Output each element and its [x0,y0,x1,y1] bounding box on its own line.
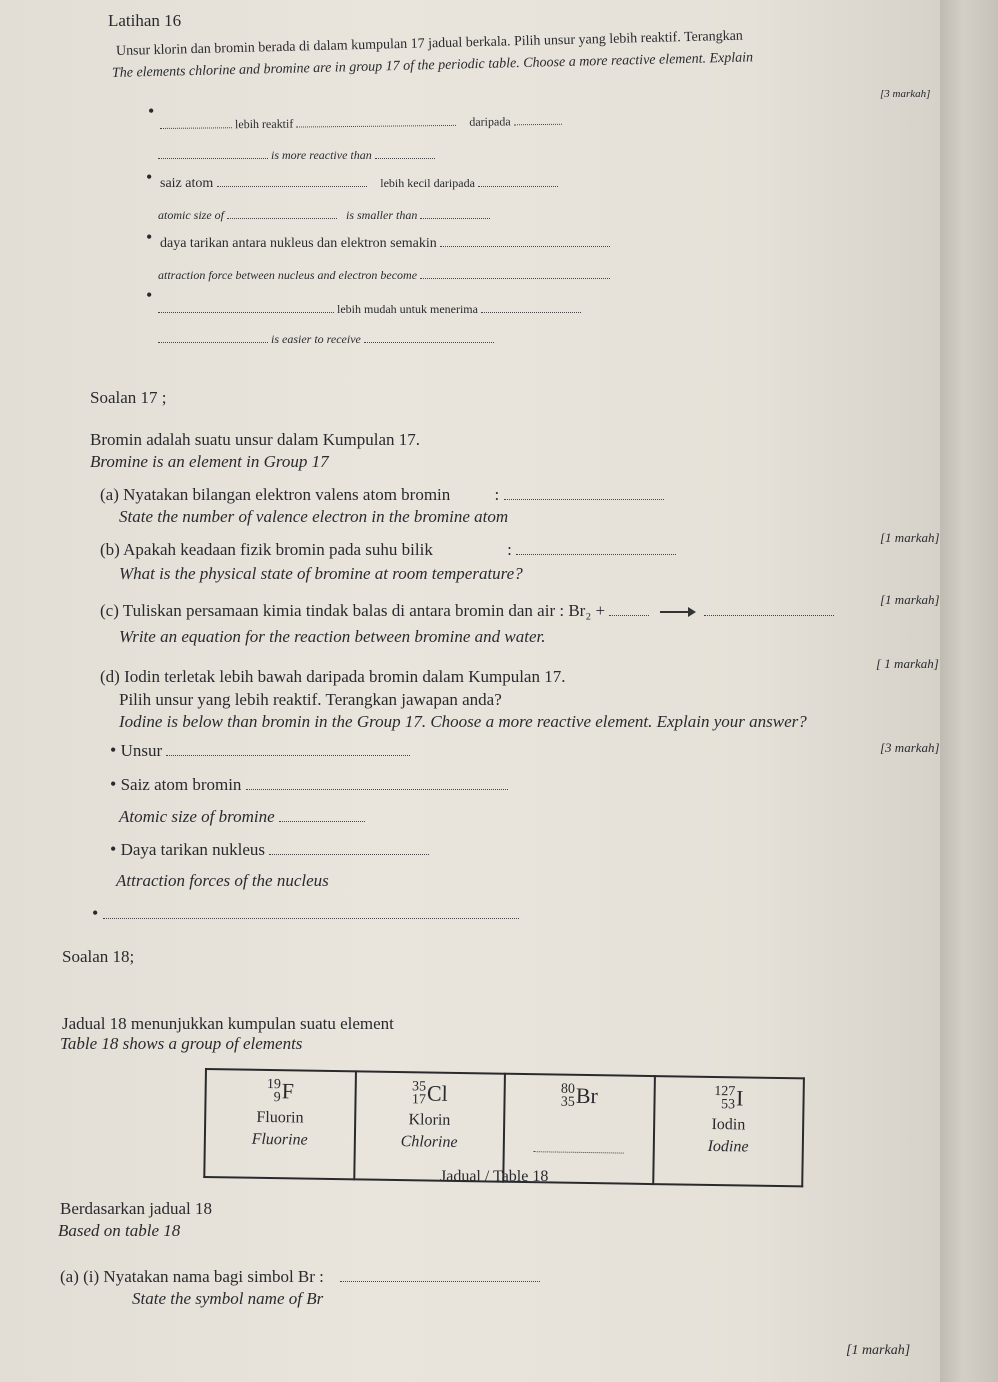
q17d-extra-line[interactable] [103,906,519,919]
q17d-en: Iodine is below than bromin in the Group 17. Choose a more reactive element. Explain your answer? [119,712,807,731]
bullet: • [146,285,153,305]
q18-based-bm: Berdasarkan jadual 18 [60,1199,212,1218]
q18a-marks: [1 markah] [846,1343,911,1358]
q17d-bm2: Pilih unsur yang lebih reaktif. Terangkan jawapan anda? [119,690,502,709]
q16-intro-bm: Unsur klorin dan bromin berada di dalam kumpulan 17 jadual berkala. Pilih unsur yang lebih reaktif. Terangkan [115,28,744,59]
element-name-en: Chlorine [400,1132,458,1151]
q17d-marks: [3 markah] [880,740,940,755]
q18a-answer-line[interactable] [340,1269,540,1282]
nuclide-symbol: 127 53 I [714,1084,744,1113]
q17c-reactant-line[interactable] [609,603,649,616]
q16-b1-bm-b: daripada [469,114,511,129]
q17d-bullet-element: • Unsur [110,741,410,761]
table-caption: Jadual / Table 18 [440,1168,549,1185]
q17c-question: (c) Tuliskan persamaan kimia tindak balas di antara bromin dan air : Br₂ + [100,601,606,620]
q16-b1-en: is more reactive than [271,148,372,162]
q18a-bm [60,1268,540,1287]
exercise-title: Latihan 16 [108,11,182,30]
q16-b2-en-b: is smaller than [346,208,418,222]
bullet: • [146,227,153,247]
q17-intro-en: Bromine is an element in Group 17 [90,452,329,471]
q16-b3-en: attraction force between nucleus and electron become [158,268,418,282]
element-name-bm: Fluorin [256,1108,304,1127]
q16-marks: [3 markah] [880,88,931,100]
q17d-bullet-size: • Saiz atom bromin [110,775,508,795]
element-cell-fluorine [204,1069,355,1179]
q17b-question: (b) Apakah keadaan fizik bromin pada suhu bilik [100,540,433,559]
q16-b3-bm: daya tarikan antara nukleus dan elektron semakin [160,236,437,251]
q18a-en: State the symbol name of Br [132,1289,324,1308]
page-edge [940,0,998,1382]
q17d-size-en [119,808,365,827]
nuclide-symbol: 35 17 Cl [411,1079,448,1108]
q18-intro-en: Table 18 shows a group of elements [60,1034,303,1053]
q16-bullet4-en [158,330,494,346]
q18-heading: Soalan 18; [62,947,135,966]
q16-intro-en: The elements chlorine and bromine are in group 17 of the periodic table. Choose a more reactive element. Explain [111,50,754,81]
q16-b2-bm-b: lebih kecil daripada [380,176,475,190]
q17d-size-line[interactable] [246,777,508,790]
q18-based-en: Based on table 18 [58,1221,181,1240]
element-cell-chlorine [354,1071,505,1181]
q17a-en: State the number of valence electron in the bromine atom [119,507,509,526]
q16-b2-en-a: atomic size of [158,208,224,222]
bullet: • [148,101,155,121]
nuclide-symbol: 80 35 Br [560,1081,599,1111]
q17d-attraction-label: Daya tarikan nukleus [120,840,266,859]
q16-bullet3-en [158,266,610,282]
q16-b4-en: is easier to receive [271,332,361,346]
q17b-answer-line[interactable] [516,542,676,555]
q16-bullet3-bm [160,234,610,251]
q17-intro-bm: Bromin adalah suatu unsur dalam Kumpulan 17. [90,430,421,449]
q17b-en: What is the physical state of bromine at room temperature? [119,564,523,583]
q17a-bm: (a) Nyatakan bilangan elektron valens atom bromin : [100,486,664,505]
q17d-size-en-line[interactable] [279,809,365,822]
q16-b2-bm-a: saiz atom [160,176,214,191]
q18a-question: (a) (i) Nyatakan nama bagi simbol Br : [60,1267,324,1286]
q16-bullet2-en [158,206,490,222]
q16-bullet1-en [158,146,435,162]
element-name-en: Fluorine [251,1130,308,1149]
reaction-arrow-icon [660,611,694,613]
q17b-bm: (b) Apakah keadaan fizik bromin pada suhu bilik : [100,541,676,560]
element-name-en: Iodine [707,1137,749,1156]
q17d-attraction-en: Attraction forces of the nucleus [116,871,329,890]
q17d-bm: (d) Iodin terletak lebih bawah daripada bromin dalam Kumpulan 17. [100,667,566,686]
q17d-size-label: Saiz atom bromin [120,775,242,794]
q17c-bm [100,602,834,621]
q17d-size-en-label: Atomic size of bromine [119,807,275,826]
q17a-question: (a) Nyatakan bilangan elektron valens atom bromin [100,485,451,504]
q17c-product-line[interactable] [704,603,834,616]
q16-b1-bm-a: lebih reaktif [234,116,294,132]
q17d-bullet-extra: • [92,904,519,924]
q17d-element-label: Unsur [120,741,163,760]
q17c-marks: [ 1 markah] [876,656,939,671]
q16-bullet2-bm [160,174,558,191]
q17c-en: Write an equation for the reaction between bromine and water. [119,627,546,646]
q17d-bullet-attraction: • Daya tarikan nukleus [110,840,429,860]
q17-heading: Soalan 17 ; [90,388,167,407]
element-cell-iodine [653,1076,804,1186]
bullet: • [146,167,153,187]
q17a-marks: [1 markah] [880,530,940,545]
element-name-bm: Klorin [408,1110,451,1129]
q17d-attraction-line[interactable] [269,842,429,855]
element-name-bm: Iodin [711,1115,746,1134]
q17a-answer-line[interactable] [504,487,664,500]
q16-b4-bm: lebih mudah untuk menerima [337,302,478,316]
nuclide-symbol: 19 9 F [266,1076,295,1106]
q17b-marks: [1 markah] [880,592,940,607]
q16-bullet4-bm [158,300,581,316]
q18-intro-bm: Jadual 18 menunjukkan kumpulan suatu element [62,1014,394,1033]
bromine-name-blank[interactable] [507,1138,651,1158]
q17d-element-line[interactable] [166,743,410,756]
